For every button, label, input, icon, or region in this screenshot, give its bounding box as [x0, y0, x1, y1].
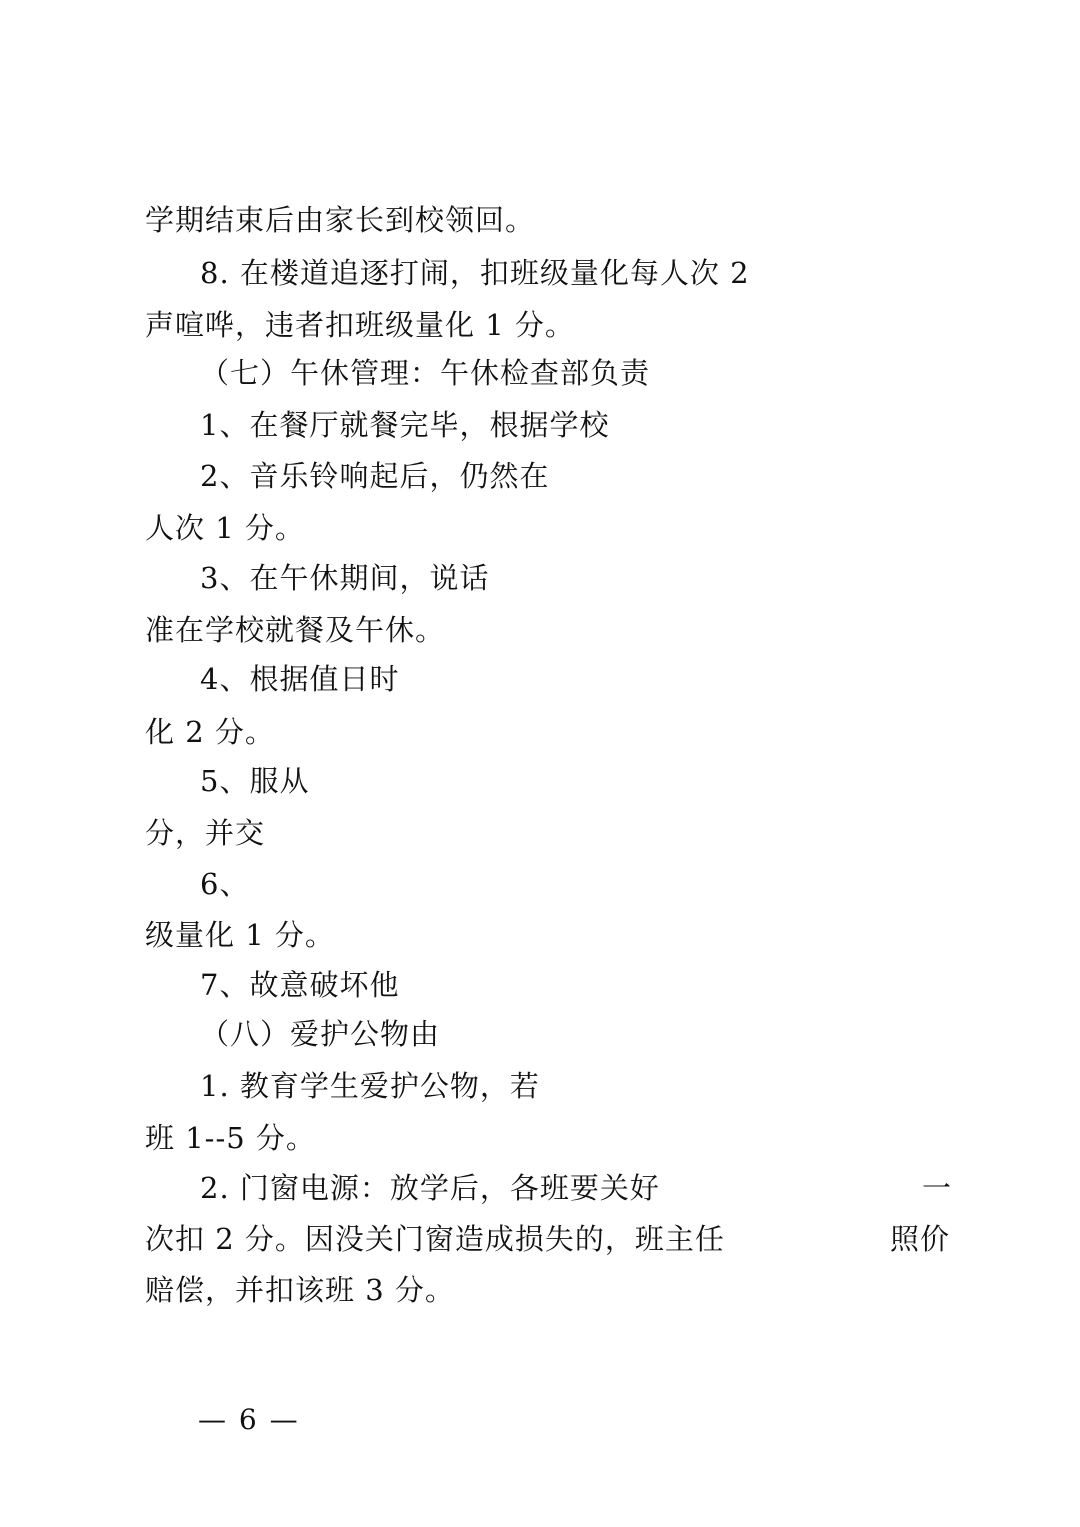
text-line: 赔偿，并扣该班 3 分。 [145, 1273, 455, 1307]
text-line: 2、音乐铃响起后，仍然在 [200, 459, 550, 493]
text-line: 1. 教育学生爱护公物，若 [200, 1069, 540, 1103]
text-line: 化 2 分。 [145, 715, 275, 749]
text-line: 班 1--5 分。 [145, 1121, 316, 1155]
text-line: 人次 1 分。 [145, 511, 305, 545]
page-number: — 6 — [198, 1403, 300, 1436]
text-line: 2. 门窗电源：放学后，各班要关好 [200, 1171, 660, 1205]
text-line: 级量化 1 分。 [145, 918, 335, 952]
text-line: 准在学校就餐及午休。 [145, 613, 446, 647]
text-line: 声喧哗，违者扣班级量化 1 分。 [145, 308, 575, 342]
text-line: 3、在午休期间，说话 [200, 561, 490, 595]
text-line: 6、 [200, 867, 250, 901]
text-fragment: 照价 [890, 1222, 951, 1256]
text-line: 7、故意破坏他 [200, 968, 400, 1002]
text-line: 学期结束后由家长到校领回。 [145, 203, 536, 237]
text-line: 5、服从 [200, 764, 310, 798]
section-heading: （七）午休管理：午休检查部负责 [200, 356, 651, 390]
section-heading: （八）爱护公物由 [200, 1017, 441, 1051]
text-line: 4、根据值日时 [200, 662, 400, 696]
text-line: 1、在餐厅就餐完毕，根据学校 [200, 408, 610, 442]
text-line: 8. 在楼道追逐打闹，扣班级量化每人次 2 [200, 256, 750, 290]
text-fragment: 一 [922, 1171, 953, 1205]
text-line: 分，并交 [145, 816, 266, 850]
text-line: 次扣 2 分。因没关门窗造成损失的，班主任 [145, 1222, 725, 1256]
